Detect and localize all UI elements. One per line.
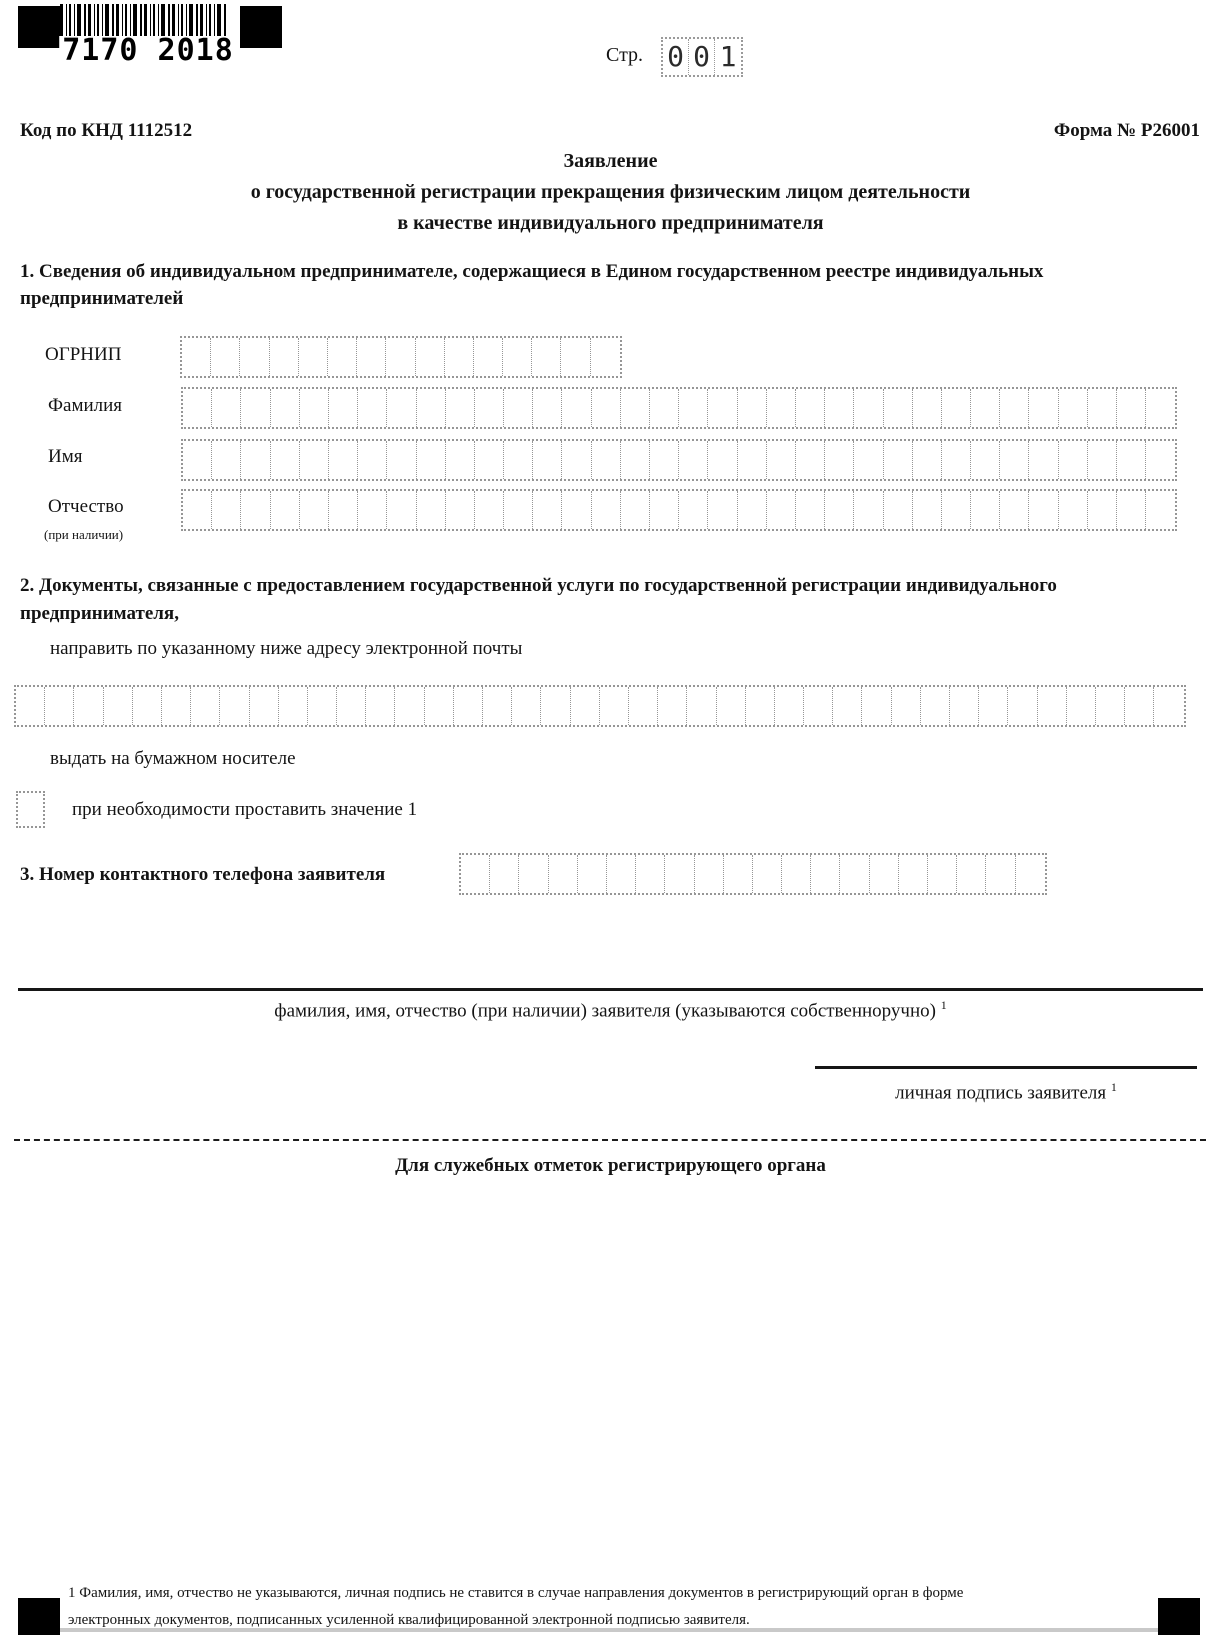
char-cell[interactable] (825, 491, 854, 529)
char-cell[interactable] (899, 855, 928, 893)
char-cell[interactable] (1096, 687, 1125, 725)
char-cell[interactable] (1008, 687, 1037, 725)
char-cell[interactable] (16, 687, 45, 725)
char-cell[interactable] (796, 491, 825, 529)
page-number-digit: 0 (689, 39, 715, 75)
char-cell[interactable] (942, 441, 971, 479)
char-cell[interactable] (650, 491, 679, 529)
char-cell[interactable] (417, 491, 446, 529)
char-cell[interactable] (562, 441, 591, 479)
anchor-square-bottom-left (18, 1598, 60, 1635)
title-line-2: о государственной регистрации прекращения физическим лицом деятельности (250, 181, 971, 203)
page-bottom-edge (60, 1628, 1158, 1632)
char-cell[interactable] (950, 687, 979, 725)
char-cell[interactable] (658, 687, 687, 725)
knd-code: Код по КНД 1112512 (20, 120, 193, 141)
char-cell[interactable] (979, 687, 1008, 725)
char-cell[interactable] (162, 687, 191, 725)
char-cell[interactable] (738, 389, 767, 427)
char-cell[interactable] (562, 389, 591, 427)
char-cell[interactable] (250, 687, 279, 725)
sign-caption (815, 1080, 1197, 1104)
char-cell[interactable] (1038, 687, 1067, 725)
char-cell[interactable] (271, 389, 300, 427)
char-cell[interactable] (220, 687, 249, 725)
char-cell[interactable] (512, 687, 541, 725)
anchor-square-top-left (18, 6, 60, 48)
char-cell[interactable] (592, 389, 621, 427)
char-cell[interactable] (241, 441, 270, 479)
char-cell[interactable] (270, 338, 299, 376)
barcode (60, 4, 236, 68)
char-cell[interactable] (387, 441, 416, 479)
char-cell[interactable] (870, 855, 899, 893)
char-cell[interactable] (417, 441, 446, 479)
char-cell[interactable] (650, 441, 679, 479)
char-cell[interactable] (695, 855, 724, 893)
char-cell[interactable] (971, 491, 1000, 529)
char-cell[interactable] (74, 687, 103, 725)
char-cell[interactable] (475, 389, 504, 427)
char-cell[interactable] (796, 441, 825, 479)
ogrnip-input-grid[interactable] (180, 336, 622, 378)
char-cell[interactable] (708, 389, 737, 427)
char-cell[interactable] (708, 441, 737, 479)
char-cell[interactable] (386, 338, 415, 376)
char-cell[interactable] (825, 441, 854, 479)
char-cell[interactable] (329, 389, 358, 427)
char-cell[interactable] (1146, 389, 1175, 427)
char-cell[interactable] (811, 855, 840, 893)
char-cell[interactable] (329, 441, 358, 479)
name-caption-footnote-ref: 1 (940, 998, 947, 1012)
char-cell[interactable] (1016, 855, 1045, 893)
char-cell[interactable] (212, 441, 241, 479)
char-cell[interactable] (561, 338, 590, 376)
char-cell[interactable] (211, 338, 240, 376)
char-cell[interactable] (862, 687, 891, 725)
char-cell[interactable] (571, 687, 600, 725)
middlename-input-grid[interactable] (181, 489, 1177, 531)
char-cell[interactable] (241, 491, 270, 529)
char-cell[interactable] (504, 441, 533, 479)
char-cell[interactable] (445, 338, 474, 376)
section2-heading: 2. Документы, связанные с предоставлением государственной услуги по государственной регистрации индивидуального предпринимателя, (20, 575, 1057, 624)
char-cell[interactable] (241, 389, 270, 427)
char-cell[interactable] (417, 389, 446, 427)
char-cell[interactable] (358, 491, 387, 529)
char-cell[interactable] (1000, 441, 1029, 479)
char-cell[interactable] (679, 441, 708, 479)
char-cell[interactable] (191, 687, 220, 725)
char-cell[interactable] (621, 491, 650, 529)
section1-heading: 1. Сведения об индивидуальном предпринимателе, содержащиеся в Едином государственном реестре индивидуальных предпринимателей (20, 261, 1044, 309)
char-cell[interactable] (1088, 491, 1117, 529)
char-cell[interactable] (1146, 441, 1175, 479)
char-cell[interactable] (738, 491, 767, 529)
char-cell[interactable] (1088, 389, 1117, 427)
anchor-square-bottom-right (1158, 1598, 1200, 1635)
phone-input-grid[interactable] (459, 853, 1047, 895)
char-cell[interactable] (300, 491, 329, 529)
barcode-digits: 7170 2018 (59, 36, 237, 66)
char-cell[interactable] (271, 491, 300, 529)
char-cell[interactable] (1125, 687, 1154, 725)
char-cell[interactable] (665, 855, 694, 893)
char-cell[interactable] (1029, 491, 1058, 529)
char-cell[interactable] (446, 491, 475, 529)
char-cell[interactable] (833, 687, 862, 725)
char-cell[interactable] (913, 389, 942, 427)
char-cell[interactable] (746, 687, 775, 725)
char-cell[interactable] (592, 441, 621, 479)
char-cell[interactable] (503, 338, 532, 376)
char-cell[interactable] (717, 687, 746, 725)
title-line-3: в качестве индивидуального предпринимателя (397, 212, 824, 234)
char-cell[interactable] (884, 441, 913, 479)
char-cell[interactable] (913, 491, 942, 529)
char-cell[interactable] (328, 338, 357, 376)
page-number-digit: 1 (719, 40, 737, 73)
char-cell[interactable] (767, 389, 796, 427)
char-cell[interactable] (446, 441, 475, 479)
char-cell[interactable] (621, 441, 650, 479)
char-cell[interactable] (358, 441, 387, 479)
section3-heading: 3. Номер контактного телефона заявителя (20, 864, 386, 885)
firstname-input-grid[interactable] (181, 439, 1177, 481)
personal-signature-line (815, 1066, 1197, 1069)
title-line-1: Заявление (563, 150, 658, 172)
char-cell[interactable] (454, 687, 483, 725)
char-cell[interactable] (578, 855, 607, 893)
char-cell[interactable] (366, 687, 395, 725)
footnote-line-2: электронных документов, подписанных усиленной квалифицированной электронной подписью заявителя. (68, 1612, 750, 1628)
char-cell[interactable] (971, 389, 1000, 427)
char-cell[interactable] (240, 338, 269, 376)
char-cell[interactable] (753, 855, 782, 893)
email-option-label: направить по указанному ниже адресу электронной почты (50, 638, 523, 659)
email-input-grid[interactable] (14, 685, 1186, 727)
char-cell[interactable] (483, 687, 512, 725)
form-number: Форма № Р26001 (1053, 120, 1200, 141)
char-cell[interactable] (1088, 441, 1117, 479)
char-cell[interactable] (299, 338, 328, 376)
sign-caption-footnote-ref: 1 (1110, 1080, 1117, 1094)
char-cell[interactable] (921, 687, 950, 725)
char-cell[interactable] (474, 338, 503, 376)
char-cell[interactable] (942, 389, 971, 427)
char-cell[interactable] (1029, 389, 1058, 427)
char-cell[interactable] (679, 389, 708, 427)
page-number-boxes (661, 37, 743, 77)
char-cell[interactable] (592, 491, 621, 529)
form-title (0, 146, 1221, 239)
char-cell[interactable] (738, 441, 767, 479)
char-cell[interactable] (687, 687, 716, 725)
char-cell[interactable] (971, 441, 1000, 479)
char-cell[interactable] (884, 389, 913, 427)
char-cell[interactable] (708, 491, 737, 529)
char-cell[interactable] (212, 389, 241, 427)
char-cell[interactable] (549, 855, 578, 893)
char-cell[interactable] (45, 687, 74, 725)
page-label: Стр. (606, 44, 644, 66)
char-cell[interactable] (621, 389, 650, 427)
char-cell[interactable] (1000, 389, 1029, 427)
char-cell[interactable] (104, 687, 133, 725)
middlename-label: Отчество (48, 496, 124, 517)
char-cell[interactable] (387, 389, 416, 427)
char-cell[interactable] (600, 687, 629, 725)
char-cell[interactable] (358, 389, 387, 427)
char-cell[interactable] (1146, 491, 1175, 529)
footnote-line-1: 1 Фамилия, имя, отчество не указываются, личная подпись не ставится в случае направления документов в регистрирующий орган в форме (68, 1585, 964, 1601)
char-cell[interactable] (1117, 441, 1146, 479)
char-cell[interactable] (271, 441, 300, 479)
char-cell[interactable] (133, 687, 162, 725)
char-cell[interactable] (1117, 491, 1146, 529)
checkbox-hint: при необходимости проставить значение 1 (72, 799, 418, 820)
applicant-name-signature-line (18, 988, 1203, 991)
char-cell[interactable] (183, 389, 212, 427)
char-cell[interactable] (183, 441, 212, 479)
char-cell[interactable] (475, 491, 504, 529)
char-cell[interactable] (913, 441, 942, 479)
tear-off-dashed-line (14, 1139, 1206, 1141)
char-cell[interactable] (300, 441, 329, 479)
char-cell[interactable] (1059, 491, 1088, 529)
page-number-digit: 0 (663, 39, 689, 75)
char-cell[interactable] (446, 389, 475, 427)
service-marks-heading: Для служебных отметок регистрирующего органа (395, 1155, 826, 1176)
char-cell[interactable] (300, 389, 329, 427)
char-cell[interactable] (796, 389, 825, 427)
char-cell[interactable] (854, 389, 883, 427)
char-cell[interactable] (1059, 389, 1088, 427)
sign-caption-text: личная подпись заявителя (895, 1082, 1107, 1104)
char-cell[interactable] (1059, 441, 1088, 479)
char-cell[interactable] (357, 338, 386, 376)
char-cell[interactable] (182, 338, 211, 376)
lastname-input-grid[interactable] (181, 387, 1177, 429)
char-cell[interactable] (425, 687, 454, 725)
char-cell[interactable] (679, 491, 708, 529)
char-cell[interactable] (212, 491, 241, 529)
char-cell[interactable] (533, 389, 562, 427)
char-cell[interactable] (329, 491, 358, 529)
middlename-note: (при наличии) (44, 527, 124, 542)
char-cell[interactable] (854, 491, 883, 529)
char-cell[interactable] (337, 687, 366, 725)
ogrnip-label: ОГРНИП (45, 344, 122, 365)
char-cell[interactable] (183, 491, 212, 529)
char-cell[interactable] (1154, 687, 1183, 725)
char-cell[interactable] (629, 687, 658, 725)
char-cell[interactable] (892, 687, 921, 725)
char-cell[interactable] (591, 338, 620, 376)
char-cell[interactable] (986, 855, 1015, 893)
char-cell[interactable] (533, 441, 562, 479)
char-cell[interactable] (532, 338, 561, 376)
firstname-label: Имя (48, 446, 83, 467)
anchor-square-top-right (240, 6, 282, 48)
paper-delivery-checkbox[interactable] (16, 791, 45, 828)
char-cell[interactable] (279, 687, 308, 725)
char-cell[interactable] (782, 855, 811, 893)
char-cell[interactable] (395, 687, 424, 725)
char-cell[interactable] (884, 491, 913, 529)
char-cell[interactable] (928, 855, 957, 893)
char-cell[interactable] (854, 441, 883, 479)
char-cell[interactable] (840, 855, 869, 893)
char-cell[interactable] (636, 855, 665, 893)
char-cell[interactable] (475, 441, 504, 479)
char-cell[interactable] (942, 491, 971, 529)
char-cell[interactable] (504, 389, 533, 427)
char-cell[interactable] (1029, 441, 1058, 479)
char-cell[interactable] (767, 491, 796, 529)
char-cell[interactable] (724, 855, 753, 893)
name-caption (0, 998, 1221, 1022)
char-cell[interactable] (504, 491, 533, 529)
char-cell[interactable] (308, 687, 337, 725)
name-caption-text: фамилия, имя, отчество (при наличии) заявителя (указываются собственноручно) (274, 1000, 936, 1022)
char-cell[interactable] (825, 389, 854, 427)
char-cell[interactable] (519, 855, 548, 893)
char-cell[interactable] (461, 855, 490, 893)
paper-option-label: выдать на бумажном носителе (50, 748, 296, 769)
char-cell[interactable] (416, 338, 445, 376)
char-cell[interactable] (541, 687, 570, 725)
char-cell[interactable] (533, 491, 562, 529)
char-cell[interactable] (767, 441, 796, 479)
lastname-label: Фамилия (48, 395, 123, 416)
char-cell[interactable] (650, 389, 679, 427)
char-cell[interactable] (1067, 687, 1096, 725)
char-cell[interactable] (775, 687, 804, 725)
char-cell[interactable] (1000, 491, 1029, 529)
char-cell[interactable] (1117, 389, 1146, 427)
char-cell[interactable] (562, 491, 591, 529)
char-cell[interactable] (957, 855, 986, 893)
char-cell[interactable] (387, 491, 416, 529)
char-cell[interactable] (607, 855, 636, 893)
char-cell[interactable] (804, 687, 833, 725)
char-cell[interactable] (490, 855, 519, 893)
